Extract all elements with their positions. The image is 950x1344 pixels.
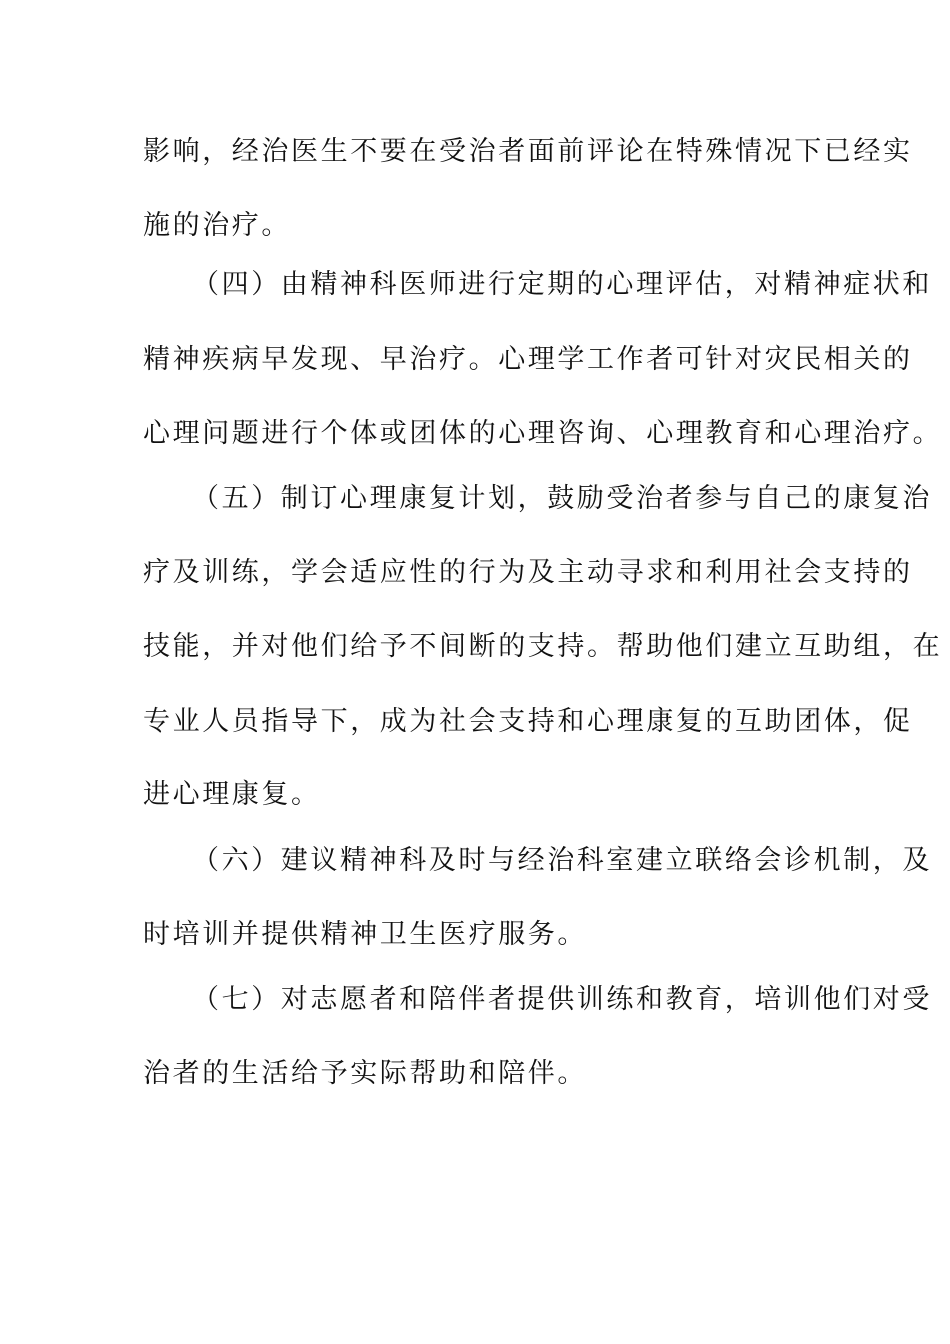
paragraph-five-start: （五）制订心理康复计划，鼓励受治者参与自己的康复治	[192, 483, 932, 514]
text-line: 精神疾病早发现、早治疗。心理学工作者可针对灾民相关的	[143, 344, 913, 375]
text-line: 影响，经治医生不要在受治者面前评论在特殊情况下已经实	[143, 136, 913, 167]
text-line: 治者的生活给予实际帮助和陪伴。	[143, 1058, 587, 1089]
text-line: 专业人员指导下，成为社会支持和心理康复的互助团体，促	[143, 706, 913, 737]
paragraph-six-start: （六）建议精神科及时与经治科室建立联络会诊机制，及	[192, 845, 932, 876]
text-line: 施的治疗。	[143, 210, 291, 241]
text-line: 技能，并对他们给予不间断的支持。帮助他们建立互助组，在	[143, 631, 943, 662]
text-line: 疗及训练，学会适应性的行为及主动寻求和利用社会支持的	[143, 557, 913, 588]
text-line: 时培训并提供精神卫生医疗服务。	[143, 919, 587, 950]
text-line: 进心理康复。	[143, 779, 321, 810]
text-line: 心理问题进行个体或团体的心理咨询、心理教育和心理治疗。	[143, 418, 943, 449]
paragraph-four-start: （四）由精神科医师进行定期的心理评估，对精神症状和	[192, 269, 932, 300]
paragraph-seven-start: （七）对志愿者和陪伴者提供训练和教育，培训他们对受	[192, 984, 932, 1015]
